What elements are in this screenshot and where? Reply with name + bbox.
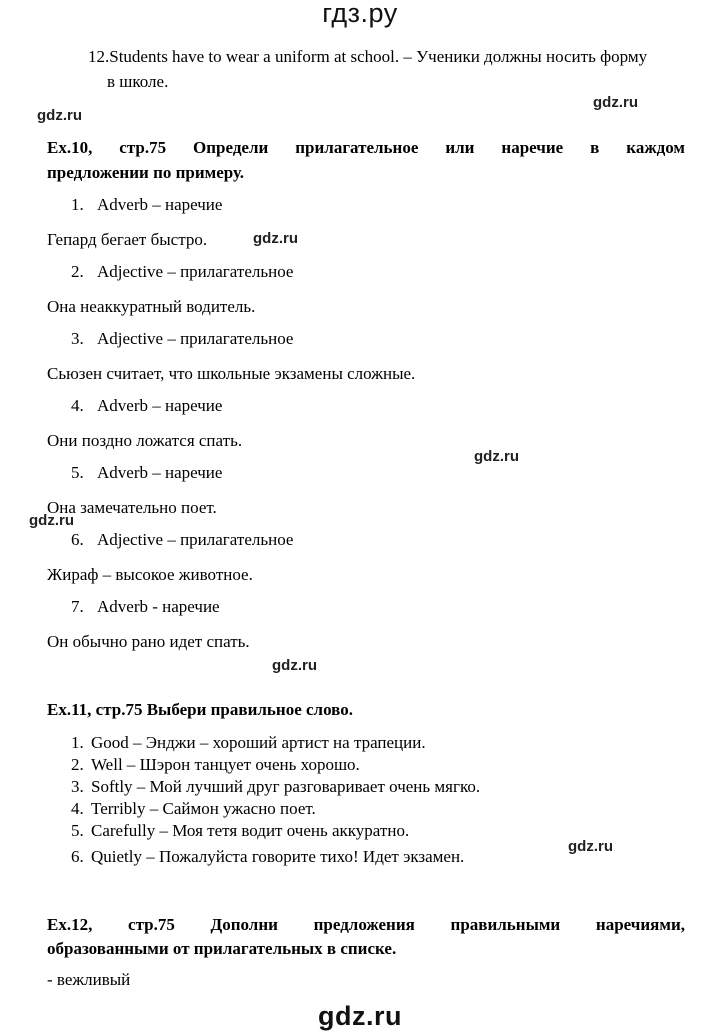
ex10-answer	[71, 529, 293, 551]
ex10-answer-text: Adjective – прилагательное	[97, 262, 294, 281]
ex11-item	[71, 798, 316, 820]
ex11-item	[71, 754, 360, 776]
ex11-item-text: Carefully – Моя тетя водит очень аккуратно.	[91, 821, 410, 840]
site-footer: gdz.ru	[318, 1001, 402, 1031]
watermark: gdz.ru	[272, 657, 317, 674]
list-number: 7.	[71, 597, 84, 616]
list-number: 2.	[71, 262, 84, 281]
ex10-sentence: Жираф – высокое животное.	[47, 565, 253, 584]
item-12-number: 12.	[88, 47, 110, 66]
ex10-answer	[71, 596, 220, 618]
ex10-answer	[71, 261, 293, 283]
ex10-answer-text: Adjective – прилагательное	[97, 530, 294, 549]
item-12	[88, 46, 647, 68]
ex10-title-line1: Ex.10, стр.75 Определи прилагательное или наречие в каждом	[47, 138, 685, 157]
ex10-answer	[71, 395, 222, 417]
ex10-sentence: Сьюзен считает, что школьные экзамены сложные.	[47, 364, 416, 383]
list-number: 5.	[71, 821, 84, 840]
ex10-sentence: Она неаккуратный водитель.	[47, 297, 256, 316]
list-number: 4.	[71, 396, 84, 415]
ex11-item	[71, 820, 409, 842]
ex11-item-text: Well – Шэрон танцует очень хорошо.	[91, 755, 360, 774]
item-12-line1: Students have to wear a uniform at school. – Ученики должны носить форму	[109, 47, 648, 66]
ex10-sentence: Она замечательно поет.	[47, 498, 217, 517]
ex10-answer	[71, 194, 222, 216]
ex12-title-line1: Ex.12, стр.75 Дополни предложения правильными наречиями,	[47, 915, 685, 934]
watermark: gdz.ru	[253, 230, 298, 247]
ex10-sentence: Они поздно ложатся спать.	[47, 431, 243, 450]
ex10-answer	[71, 462, 222, 484]
ex11-item	[71, 732, 426, 754]
list-number: 1.	[71, 195, 84, 214]
ex11-item-text: Terribly – Саймон ужасно поет.	[91, 799, 316, 818]
ex12-title-line2: образованными от прилагательных в списке.	[47, 939, 397, 958]
ex11-item-text: Good – Энджи – хороший артист на трапеции.	[91, 733, 426, 752]
ex10-answer-text: Adverb – наречие	[97, 396, 223, 415]
ex12-first-line: - вежливый	[47, 970, 131, 989]
list-number: 6.	[71, 847, 84, 866]
ex11-title: Ex.11, стр.75 Выбери правильное слово.	[47, 700, 353, 719]
ex10-title-line2: предложении по примеру.	[47, 163, 245, 182]
ex10-sentence: Он обычно рано идет спать.	[47, 632, 250, 651]
ex10-sentence: Гепард бегает быстро.	[47, 230, 208, 249]
list-number: 6.	[71, 530, 84, 549]
list-number: 3.	[71, 777, 84, 796]
ex10-answer-text: Adverb - наречие	[97, 597, 220, 616]
watermark: gdz.ru	[37, 107, 82, 124]
ex10-answer	[71, 328, 293, 350]
ex10-answer-text: Adverb – наречие	[97, 195, 223, 214]
ex10-answer-text: Adverb – наречие	[97, 463, 223, 482]
watermark: gdz.ru	[474, 448, 519, 465]
ex10-answer-text: Adjective – прилагательное	[97, 329, 294, 348]
list-number: 3.	[71, 329, 84, 348]
list-number: 5.	[71, 463, 84, 482]
watermark: gdz.ru	[593, 94, 638, 111]
list-number: 2.	[71, 755, 84, 774]
watermark: gdz.ru	[29, 512, 74, 529]
list-number: 4.	[71, 799, 84, 818]
site-header: гдз.ру	[322, 0, 398, 28]
ex11-item	[71, 846, 464, 868]
ex11-item-text: Softly – Мой лучший друг разговаривает очень мягко.	[91, 777, 481, 796]
ex11-item	[71, 776, 480, 798]
ex11-item-text: Quietly – Пожалуйста говорите тихо! Идет экзамен.	[91, 847, 465, 866]
list-number: 1.	[71, 733, 84, 752]
watermark: gdz.ru	[568, 838, 613, 855]
item-12-line2: в школе.	[107, 72, 169, 91]
